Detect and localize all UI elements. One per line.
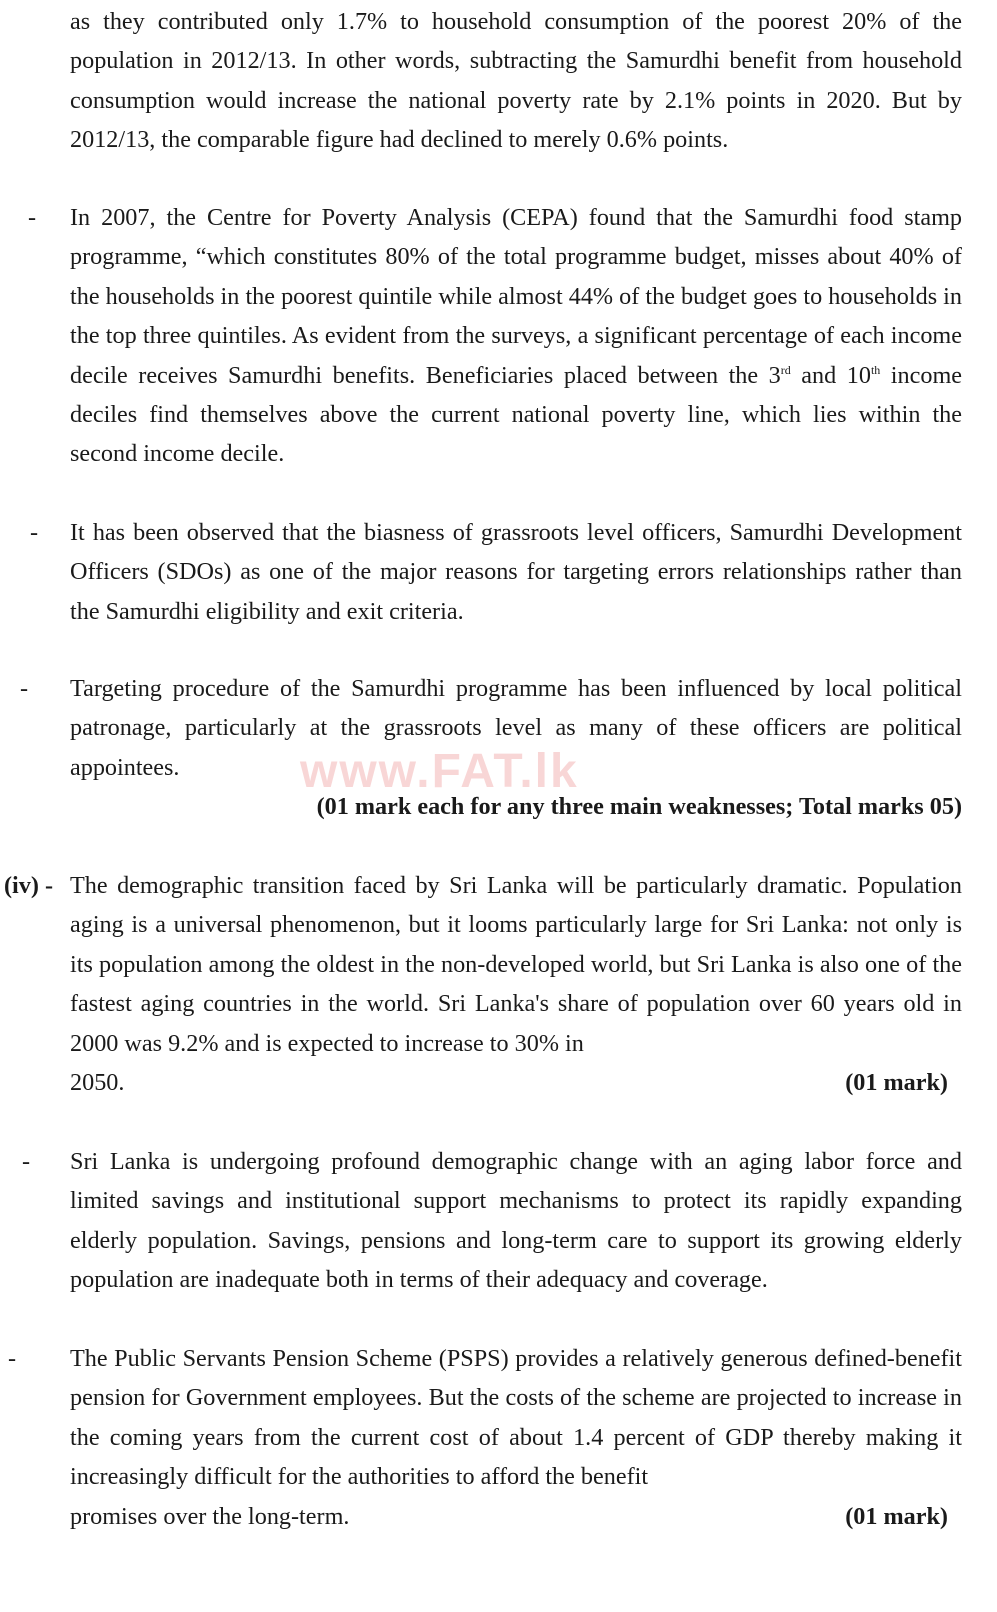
superscript: th bbox=[870, 362, 881, 377]
paragraph-targeting bbox=[70, 669, 962, 827]
paragraph-text-part: and 10 bbox=[790, 361, 871, 389]
paragraph-aging-labor bbox=[70, 1142, 962, 1300]
paragraph-text: Targeting procedure of the Samurdhi programme has been influenced by local political patronage, particularly at the grassroots level as many of these officers are political appointees. bbox=[70, 675, 962, 781]
paragraph-text: The demographic transition faced by Sri Lanka will be particularly dramatic. Population aging is a universal phenomenon, but it looms particularly large for Sri Lanka: not only is its population among the oldest in the non-developed world, but Sri Lanka is also one of the fastest aging countries in the world. Sri Lanka's share of population over 60 years old in 2000 was 9.2% and is expected to increase to 30% in bbox=[70, 872, 962, 1057]
watermark: www.FAT.lk bbox=[300, 745, 579, 798]
paragraph-text: The Public Servants Pension Scheme (PSPS) provides a relatively generous defined-benefit pension for Government employees. But the costs of the scheme are projected to increase in the coming years from the current cost of about 1.4 percent of GDP thereby making it increasingly difficult for the authorities to afford the benefit bbox=[70, 1345, 962, 1491]
paragraph-text-end: promises over the long-term. bbox=[70, 1502, 350, 1530]
marks-note: (01 mark) bbox=[845, 1069, 948, 1097]
marks-note: (01 mark each for any three main weaknesses; Total marks 05) bbox=[316, 793, 962, 821]
paragraph-text: Sri Lanka is undergoing profound demographic change with an aging labor force and limited savings and institutional support mechanisms to protect its rapidly expanding elderly population. Savings, pensions and long-term care to support its growing elderly population are inadequate both in terms of their adequacy and coverage. bbox=[70, 1148, 962, 1294]
paragraph-demographic-transition bbox=[70, 866, 962, 1102]
bullet-dash: - bbox=[30, 519, 39, 546]
bullet-dash: - bbox=[28, 204, 37, 231]
paragraph-last-line bbox=[70, 1497, 962, 1536]
paragraph-text: It has been observed that the biasness of grassroots level officers, Samurdhi Development Officers (SDOs) as one of the major reasons for targeting errors relationships rather than the Samurdhi eligibility and exit criteria. bbox=[70, 519, 962, 625]
paragraph-continuation bbox=[70, 2, 962, 160]
paragraph-text-part: income deciles find themselves above the current national poverty line, which lies within the second income decile. bbox=[70, 361, 962, 468]
marks-note: (01 mark) bbox=[845, 1502, 948, 1530]
superscript: rd bbox=[780, 362, 791, 377]
paragraph-text bbox=[70, 198, 962, 474]
paragraph-sdo-bias bbox=[70, 513, 962, 631]
paragraph-cepa bbox=[70, 198, 962, 474]
paragraph-last-line bbox=[70, 1063, 962, 1102]
section-label: (iv) - bbox=[4, 872, 54, 899]
bullet-dash: - bbox=[8, 1345, 17, 1372]
paragraph-text: as they contributed only 1.7% to household consumption of the poorest 20% of the population in 2012/13. In other words, subtracting the Samurdhi benefit from household consumption would increase the national poverty rate by 2.1% points in 2020. But by 2012/13, the comparable figure had declined to merely 0.6% points. bbox=[70, 8, 962, 154]
bullet-dash: - bbox=[20, 675, 29, 702]
paragraph-text-end: 2050. bbox=[70, 1069, 125, 1097]
bullet-dash: - bbox=[22, 1148, 31, 1175]
paragraph-text-part: In 2007, the Centre for Poverty Analysis (CEPA) found that the Samurdhi food stamp programme, “which constitutes 80% of the total programme budget, misses about 40% of the households in the poorest quintile while almost 44% of the budget goes to households in the top three quintiles. As evident from the surveys, a significant percentage of each income decile receives Samurdhi benefits. Beneficiaries placed between the 3 bbox=[70, 204, 962, 389]
paragraph-psps bbox=[70, 1339, 962, 1536]
